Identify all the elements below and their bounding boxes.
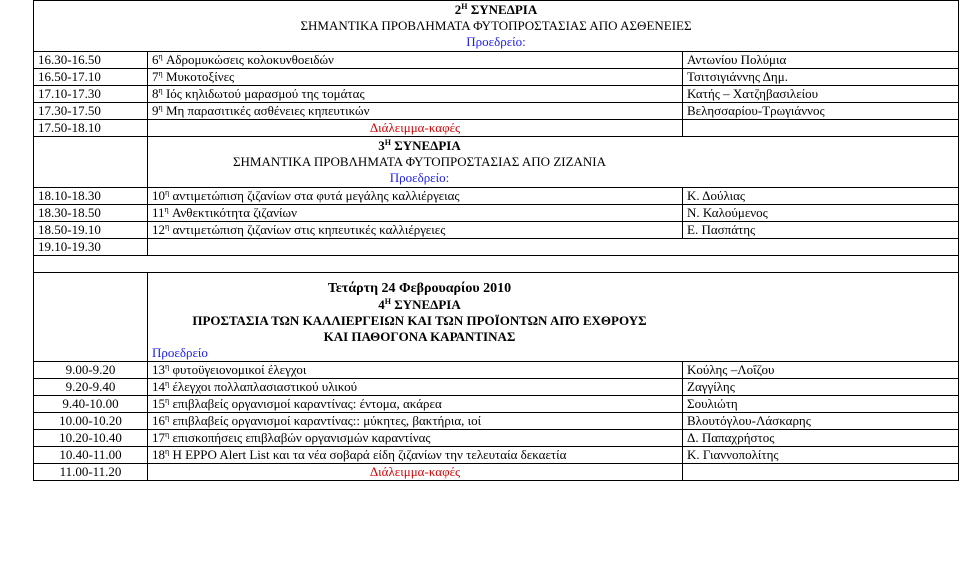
- session-word: ΣΥΝΕΔΡΙΑ: [390, 138, 461, 153]
- table-row: [34, 188, 959, 205]
- table-row: [34, 222, 959, 239]
- session-heading: [152, 297, 687, 313]
- time-text: 10.40-11.00: [59, 447, 122, 462]
- speaker-text: Ε. Πασπάτης: [687, 222, 756, 237]
- talk-sup: η: [165, 413, 170, 422]
- session2-header-row: [34, 1, 959, 52]
- talk-number: 13: [152, 362, 165, 377]
- talk-time: [34, 205, 148, 222]
- talk-time: [34, 379, 148, 396]
- talk-title-text: Η EPPO Alert List και τα νέα σοβαρά είδη ζιζανίων την τελευταία δεκαετία: [172, 447, 567, 462]
- speaker-text: Τσιτσιγιάννης Δημ.: [687, 69, 788, 84]
- session-number: 3: [378, 138, 385, 153]
- empty-cell: [34, 137, 148, 188]
- talk-number: 18: [152, 447, 165, 462]
- talk-sup: η: [158, 69, 163, 78]
- session-heading: [152, 138, 687, 154]
- time-text: 10.20-10.40: [59, 430, 122, 445]
- time-text: 9.20-9.40: [65, 379, 116, 394]
- talk-title: [148, 396, 683, 413]
- talk-number: 16: [152, 413, 165, 428]
- talk-number: 11: [152, 205, 165, 220]
- speaker-text: Κατής – Χατζηβασιλείου: [687, 86, 819, 101]
- day-text: Τετάρτη 24 Φεβρουαρίου 2010: [327, 281, 512, 296]
- table-row: [34, 430, 959, 447]
- break-row: [34, 464, 959, 481]
- talk-time: [34, 362, 148, 379]
- session-title-text: ΚΑΙ ΠΑΘΟΓΟΝΑ ΚΑΡΑΝΤΙΝΑΣ: [323, 329, 516, 344]
- session-title: [38, 18, 954, 34]
- talk-number: 7: [152, 69, 159, 84]
- talk-sup: η: [165, 430, 170, 439]
- speaker-text: Βλουτόγλου-Λάσκαρης: [687, 413, 811, 428]
- session2-header: [34, 1, 959, 52]
- break-time: [34, 464, 148, 481]
- talk-title: [148, 52, 683, 69]
- table-row: [34, 362, 959, 379]
- chair-text: Προεδρείο:: [389, 170, 450, 185]
- break-row: [34, 120, 959, 137]
- talk-sup: η: [164, 205, 169, 214]
- table-row: [34, 86, 959, 103]
- talk-speaker: [683, 86, 959, 103]
- session-title-text: ΠΡΟΣΤΑΣΙΑ ΤΩΝ ΚΑΛΛΙΕΡΓΕΙΩΝ ΚΑΙ ΤΩΝ ΠΡΟΪΟΝΤΩΝ ΑΠΌ ΕΧΘΡΟΥΣ: [192, 313, 647, 328]
- talk-title: [148, 205, 683, 222]
- talk-title-text: έλεγχοι πολλαπλασιαστικού υλικού: [172, 379, 358, 394]
- talk-sup: η: [158, 52, 163, 61]
- chair-text: Προεδρείο:: [466, 34, 526, 49]
- table-row: [34, 379, 959, 396]
- break-label: [148, 464, 683, 481]
- talk-speaker: [683, 413, 959, 430]
- talk-speaker: [683, 379, 959, 396]
- talk-sup: η: [165, 447, 170, 456]
- chair-text: Προεδρείο: [152, 345, 208, 360]
- session-chair: [152, 170, 687, 186]
- talk-time: [34, 222, 148, 239]
- session-title-text: ΣΗΜΑΝΤΙΚΑ ΠΡΟΒΛΗΜΑΤΑ ΦΥΤΟΠΡΟΣΤΑΣΙΑΣ ΑΠΟ ΑΣΘΕΝΕΙΕΣ: [300, 18, 692, 33]
- session3-header-row: [34, 137, 959, 188]
- speaker-text: Αντωνίου Πολύμια: [687, 52, 787, 67]
- session-sup: Η: [384, 138, 391, 147]
- talk-title: [148, 222, 683, 239]
- talk-number: 10: [152, 188, 165, 203]
- day-title: [152, 281, 687, 297]
- time-text: 16.30-16.50: [38, 52, 101, 67]
- session4-header-row: [34, 273, 959, 362]
- session-number: 2: [454, 2, 462, 17]
- table-row: [34, 205, 959, 222]
- talk-time: [34, 413, 148, 430]
- talk-number: 8: [152, 86, 159, 101]
- session4-header: [148, 273, 959, 362]
- session-word: ΣΥΝΕΔΡΙΑ: [390, 297, 461, 312]
- session-sup: Η: [384, 297, 391, 306]
- talk-sup: η: [165, 379, 170, 388]
- session-chair: [152, 345, 687, 361]
- talk-number: 15: [152, 396, 165, 411]
- end-row: [34, 239, 959, 256]
- talk-title-text: Ανθεκτικότητα ζιζανίων: [171, 205, 297, 220]
- talk-sup: η: [165, 396, 170, 405]
- session-word: ΣΥΝΕΔΡΙΑ: [467, 2, 538, 17]
- time-text: 10.00-10.20: [59, 413, 122, 428]
- talk-title-text: Μυκοτοξίνες: [165, 69, 235, 84]
- speaker-text: Δ. Παπαχρήστος: [687, 430, 775, 445]
- talk-title-text: Ιός κηλιδωτού μαρασμού της τομάτας: [165, 86, 365, 101]
- talk-time: [34, 103, 148, 120]
- break-text: Διάλειμμα-καφές: [369, 120, 461, 135]
- talk-time: [34, 447, 148, 464]
- talk-title: [148, 188, 683, 205]
- table-row: [34, 52, 959, 69]
- program-table: [33, 0, 959, 481]
- program-body: [34, 1, 959, 481]
- time-text: 17.10-17.30: [38, 86, 101, 101]
- table-row: [34, 413, 959, 430]
- time-text: 19.10-19.30: [38, 239, 101, 254]
- table-row: [34, 447, 959, 464]
- break-text: Διάλειμμα-καφές: [369, 464, 461, 479]
- empty-cell: [34, 273, 148, 362]
- break-label: [148, 120, 683, 137]
- time-text: 9.00-9.20: [65, 362, 116, 377]
- session-sup: Η: [461, 2, 468, 11]
- talk-title: [148, 379, 683, 396]
- talk-speaker: [683, 222, 959, 239]
- talk-title-text: αντιμετώπιση ζιζανίων στα φυτά μεγάλης καλλιέργειας: [172, 188, 460, 203]
- speaker-text: Κούλης –Λοΐζου: [687, 362, 775, 377]
- talk-time: [34, 396, 148, 413]
- talk-sup: η: [165, 222, 170, 231]
- talk-sup: η: [158, 86, 163, 95]
- time-text: 18.10-18.30: [38, 188, 101, 203]
- talk-speaker: [683, 430, 959, 447]
- talk-title: [148, 69, 683, 86]
- table-row: [34, 103, 959, 120]
- session-title-2: [152, 329, 687, 345]
- talk-speaker: [683, 52, 959, 69]
- table-row: [34, 69, 959, 86]
- time-text: 18.50-19.10: [38, 222, 101, 237]
- session3-header: [148, 137, 959, 188]
- spacer-cell: [34, 256, 959, 273]
- talk-title: [148, 86, 683, 103]
- session-title: [152, 154, 687, 170]
- talk-number: 14: [152, 379, 165, 394]
- talk-speaker: [683, 103, 959, 120]
- talk-title: [148, 103, 683, 120]
- talk-time: [34, 430, 148, 447]
- talk-number: 12: [152, 222, 165, 237]
- break-time: [34, 120, 148, 137]
- talk-speaker: [683, 188, 959, 205]
- empty-cell: [148, 239, 959, 256]
- talk-title-text: Αδρομυκώσεις κολοκυνθοειδών: [165, 52, 334, 67]
- time-text: 16.50-17.10: [38, 69, 101, 84]
- session-title: [152, 313, 687, 329]
- speaker-text: Κ. Δούλιας: [687, 188, 746, 203]
- break-empty: [683, 464, 959, 481]
- time-text: 18.30-18.50: [38, 205, 101, 220]
- time-text: 17.30-17.50: [38, 103, 101, 118]
- speaker-text: Ζαγγίλης: [687, 379, 735, 394]
- talk-time: [34, 188, 148, 205]
- talk-sup: η: [165, 188, 170, 197]
- talk-title: [148, 362, 683, 379]
- talk-speaker: [683, 69, 959, 86]
- talk-number: 9: [152, 103, 159, 118]
- talk-title-text: επιβλαβείς οργανισμοί καραντίνας: έντομα, ακάρεα: [172, 396, 442, 411]
- talk-speaker: [683, 447, 959, 464]
- table-row: [34, 396, 959, 413]
- talk-speaker: [683, 362, 959, 379]
- talk-title: [148, 413, 683, 430]
- session-number: 4: [378, 297, 385, 312]
- session-title-text: ΣΗΜΑΝΤΙΚΑ ΠΡΟΒΛΗΜΑΤΑ ΦΥΤΟΠΡΟΣΤΑΣΙΑΣ ΑΠΟ ΖΙΖΑΝΙΑ: [232, 154, 607, 169]
- talk-speaker: [683, 396, 959, 413]
- talk-speaker: [683, 205, 959, 222]
- talk-time: [34, 69, 148, 86]
- session-heading: [38, 2, 954, 18]
- spacer-row: [34, 256, 959, 273]
- time-text: 9.40-10.00: [62, 396, 119, 411]
- speaker-text: Ν. Καλούμενος: [687, 205, 768, 220]
- talk-sup: η: [165, 362, 170, 371]
- end-time: [34, 239, 148, 256]
- talk-title-text: Μη παρασιτικές ασθένειες κηπευτικών: [165, 103, 370, 118]
- talk-title-text: αντιμετώπιση ζιζανίων στις κηπευτικές καλλιέργειες: [172, 222, 446, 237]
- talk-title: [148, 430, 683, 447]
- session-chair: [38, 34, 954, 50]
- talk-number: 6: [152, 52, 159, 67]
- talk-title-text: επισκοπήσεις επιβλαβών οργανισμών καραντίνας: [172, 430, 431, 445]
- speaker-text: Σουλιώτη: [687, 396, 738, 411]
- break-empty: [683, 120, 959, 137]
- speaker-text: Κ. Γιαννοπολίτης: [687, 447, 779, 462]
- talk-sup: η: [158, 103, 163, 112]
- time-text: 11.00-11.20: [59, 464, 122, 479]
- talk-title-text: επιβλαβείς οργανισμοί καραντίνας:: μύκητες, βακτήρια, ιοί: [172, 413, 482, 428]
- speaker-text: Βελησσαρίου-Τρωγιάννος: [687, 103, 825, 118]
- talk-number: 17: [152, 430, 165, 445]
- talk-time: [34, 52, 148, 69]
- talk-time: [34, 86, 148, 103]
- time-text: 17.50-18.10: [38, 120, 101, 135]
- talk-title: [148, 447, 683, 464]
- talk-title-text: φυτοϋγειονομικοί έλεγχοι: [172, 362, 307, 377]
